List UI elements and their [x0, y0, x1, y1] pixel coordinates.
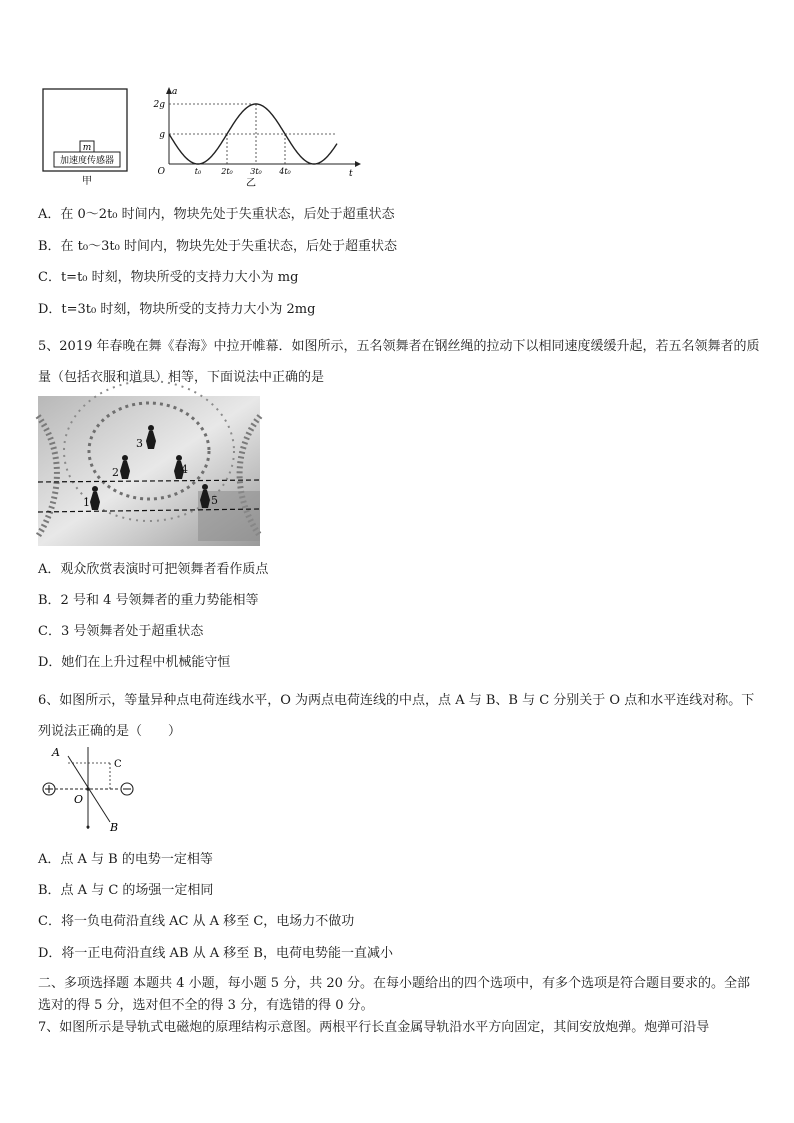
q6-stem: 6、如图所示，等量异种点电荷连线水平，O 为两点电荷连线的中点，点 A 与 B、B 与 C 分别关于 O 点和水平连线对称。下列说法正确的是（ ）: [38, 693, 755, 739]
dancer-label-4: 4: [181, 463, 188, 476]
q6-option-c: C．将一负电荷沿直线 AC 从 A 移至 C，电场力不做功: [38, 914, 355, 929]
figure-charges: [38, 743, 143, 835]
point-c-label: C: [114, 759, 122, 770]
dancer-label-1: 1: [83, 496, 90, 509]
q5-option-c: C．3 号领舞者处于超重状态: [38, 624, 204, 639]
section2-header: 二、多项选择题 本题共 4 小题，每小题 5 分，共 20 分。在每小题给出的四个选项中，有多个选项是符合题目要求的。全部选对的得 5 分，选对但不全的得 3 分，有选错的得 0 分。: [38, 976, 751, 1013]
x-axis-label: t: [349, 169, 353, 179]
point-o-label: O: [74, 793, 84, 806]
q5-option-d: D．她们在上升过程中机械能守恒: [38, 655, 231, 670]
dancer-label-5: 5: [211, 494, 218, 507]
x-tick-2t0: 2t₀: [221, 167, 233, 176]
q6-option-b: B．点 A 与 C 的场强一定相同: [38, 883, 214, 898]
y-axis-label: a: [172, 87, 178, 97]
x-tick-3t0: 3t₀: [250, 167, 262, 176]
origin-label: O: [157, 167, 165, 177]
figure-jia-elevator: [40, 86, 132, 186]
q6-option-a: A．点 A 与 B 的电势一定相等: [38, 852, 213, 867]
y-tick-g: g: [159, 130, 165, 140]
point-a-label: A: [52, 746, 60, 759]
q4-option-c: C．t=t₀ 时刻，物块所受的支持力大小为 mg: [38, 270, 299, 285]
q5-option-b: B．2 号和 4 号领舞者的重力势能相等: [38, 593, 259, 608]
figure-yi-caption: 乙: [246, 178, 256, 189]
figure-jia-caption: 甲: [82, 176, 92, 187]
q4-option-a: A．在 0～2t₀ 时间内，物块先处于失重状态，后处于超重状态: [38, 207, 395, 222]
x-tick-t0: t₀: [194, 167, 202, 176]
sensor-label: 加速度传感器: [59, 156, 115, 166]
q7-stem: 7、如图所示是导轨式电磁炮的原理结构示意图。两根平行长直金属导轨沿水平方向固定，其间安放炮弹。炮弹可沿导: [38, 1020, 710, 1035]
y-tick-2g: 2g: [153, 100, 165, 110]
figure-dancers-photo: [38, 396, 260, 546]
q4-option-b: B．在 t₀～3t₀ 时间内，物块先处于失重状态，后处于超重状态: [38, 239, 397, 254]
q5-stem: 5、2019 年春晚在舞《春海》中拉开帷幕．如图所示，五名领舞者在钢丝绳的拉动下以相同速度缓缓升起，若五名领舞者的质量（包括衣服和道具）相等，下面说法中正确的是: [38, 339, 760, 385]
dancer-label-2: 2: [112, 466, 119, 479]
point-b-label: B: [110, 821, 119, 834]
mass-label: m: [82, 143, 92, 153]
x-tick-4t0: 4t₀: [279, 167, 291, 176]
figure-yi-acceleration-graph: [155, 86, 365, 188]
q5-option-a: A．观众欣赏表演时可把领舞者看作质点: [38, 562, 269, 577]
q4-option-d: D．t=3t₀ 时刻，物块所受的支持力大小为 2mg: [38, 302, 316, 317]
q6-option-d: D．将一正电荷沿直线 AB 从 A 移至 B，电荷电势能一直减小: [38, 946, 393, 961]
dancer-label-3: 3: [136, 437, 143, 450]
